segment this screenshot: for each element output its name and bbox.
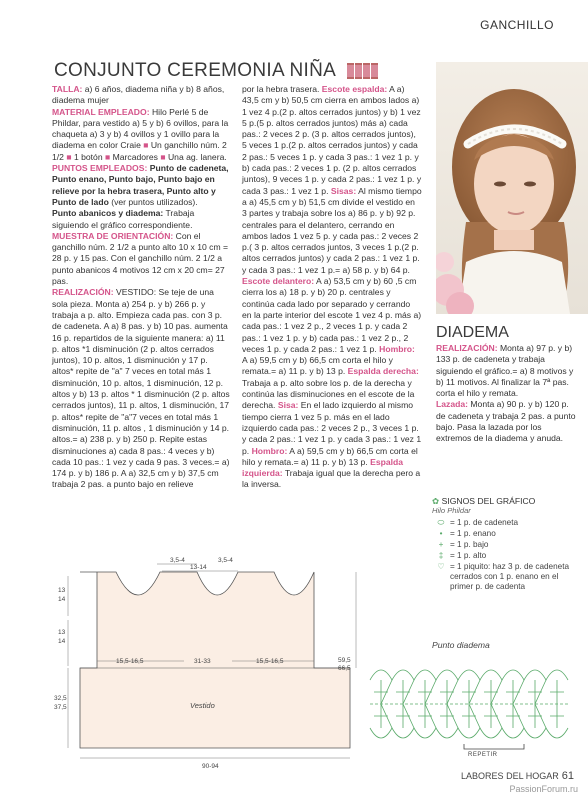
legend-title-text: SIGNOS DEL GRÁFICO [441,496,536,506]
text-p3: Trabaja a p. alto sobre los p. de la derecha y continúa las disminuciones en el escote de la derecha. [242,377,415,411]
measure-top-2: 13-14 [190,564,207,571]
legend-item-text: = 1 p. bajo [450,540,489,549]
legend-item [432,562,582,592]
bullet-icon: ■ [160,151,166,162]
watermark: PassionForum.ru [509,784,578,794]
diadema-text [436,343,576,445]
bullet-icon: ■ [143,140,149,151]
espalda-izquierda-heading: Espalda izquierda: [242,456,404,479]
diadema-lazada [436,399,576,444]
legend-title [432,496,582,506]
diadema-title: DIADEMA [436,324,509,341]
text-p1e: Al mismo tiempo a a) 45,5 cm y b) 51,5 cm divide el vestido en 3 partes y trabaja sobre los a) 86 p. y b) 92 p. centrales para el delantero, cerrando en ambos lados 1 vez 5 p. y cada pas.: 2 veces 2 p.( 3 p. altos cerrados juntos, 3 veces 1 p.(2 p. altos cerrados juntos) y cada 2 pas.: 1 vez 1 p. y cada 3 pas.: 1 vez 1 p.= a) 58 p. y b) 64 p. [242,185,422,275]
double-crochet-icon: ‡ [438,551,444,560]
lazada-heading: Lazada: [436,399,468,410]
puntos-bold: Punto de cadeneta, Punto enano, Punto bajo, Punto bajo en relieve por la hebra trasera, Punto alto y Punto de lado [52,163,229,207]
realizacion-paragraph [52,287,230,490]
diadema-realizacion [436,343,576,399]
repetir-label: REPETIR [468,752,498,758]
legend-item-text: = 1 p. enano [450,529,496,538]
text-p4: Trabaja igual que la derecha pero a la inversa. [242,468,421,490]
dot-icon: • [439,529,443,538]
measure-mid-3: 15,5-16,5 [256,658,284,665]
measure-left-1b: 14 [58,596,66,603]
legend-item [432,540,582,550]
sisa-heading: Sisa: [277,400,299,411]
text-p3f: A a) 59,5 cm y b) 66,5 cm corta el hilo y remata.= a) 11 p. y b) 13 p. [242,445,418,467]
girl-headband-photo [436,62,588,314]
legend-item-text: = 1 p. alto [450,551,487,560]
material-heading: MATERIAL EMPLEADO: [52,106,150,117]
instructions-column-1 [52,84,230,491]
talla-heading: TALLA: [52,84,83,94]
puntos-heading: PUNTOS EMPLEADOS: [52,163,148,174]
page-footer [461,770,574,782]
legend-subtitle: Hilo Phildar [432,506,471,515]
material-text-2: Un ganchillo núm. 2 1/2 [52,140,227,162]
page-title [54,60,379,82]
abanicos-bold: Punto abanicos y diadema: [52,208,164,219]
text-p2d: A a) 59,5 cm y b) 66,5 cm corta el hilo y remata.= a) 11 p. y b) 13 p. [242,355,393,377]
instructions-column-2 [242,84,422,491]
measure-top-1: 3,5-4 [170,557,185,564]
abanicos-text: Trabaja siguiendo el gráfico correspondiente. [52,208,195,230]
talla-paragraph [52,84,230,107]
lazada-text: Monta a) 90 p. y b) 120 p. de cadeneta y trabaja 2 pas. a punto bajo. Pasa la lazada por los extremos de la diadema y anuda. [436,399,576,444]
text-p1: por la hebra trasera. [242,84,320,94]
page-number: 61 [561,770,574,782]
magazine-name: LABORES DEL HOGAR [461,771,559,781]
diadema-realizacion-text: Monta a) 97 p. y b) 133 p. de cadeneta y trabaja siguiendo el gráfico.= a) 8 motivos y b) 11 motivos. Al finalizar la 7ª pas. corta el hilo y remata. [436,343,574,399]
title-text: CONJUNTO CEREMONIA NIÑA [54,60,336,82]
legend-item-text: = 1 piquito: haz 3 p. de cadeneta cerrados con 1 p. enano en el primer p. de cadenta [450,562,570,591]
hombro-heading: Hombro: [379,343,415,354]
measure-right-2: 66,5 [338,665,351,672]
picot-icon: ♡ [437,562,445,571]
oval-icon: ⬭ [437,518,445,527]
measure-lower-2: 37,5 [54,704,67,711]
text-p1c: A a) 43,5 cm y b) 50,5 cm cierra en ambos lados a) 1 vez 4 p.(2 p. altos cerrados juntos) y b) 1 vez 5 p.(5 p. altos cerrados juntos) más a) cada pas.: 2 veces 2 p. (3 p. altos cerrados juntos), 5 veces 1 p.(2 p. altos cerrados juntos) y cada 2 pas.: 5 veces 1 p. y cada 3 pas.: 1 vez 1 p. y b) cada pas.: 2 veces 1 p. (2 p. altos cerrados juntos), 9 veces 1 p. y cada 2 pas.: 1 vez 1 p. y cada 3 pas.: 1 vez 1 p. [242,84,422,196]
sisas-heading: Sisas: [330,185,357,196]
measure-mid-1: 15,5-16,5 [116,658,144,665]
bullet-icon: ■ [105,151,111,162]
section-header: GANCHILLO [480,18,554,32]
espalda-derecha-heading: Espalda derecha: [347,366,419,377]
diadema-realizacion-heading: REALIZACIÓN: [436,343,498,353]
escote-espalda-paragraph [242,84,422,491]
punto-diadema-label: Punto diadema [432,640,490,650]
material-text-5: Una ag. lanera. [167,151,227,162]
talla-text: a) 6 años, diadema niña y b) 8 años, diadema mujer [52,84,225,106]
material-text-1: Hilo Perlé 5 de Phildar, para vestido a) 5 y b) 6 ovillos, para la chaqueta a) 3 y b) 4 ovillos y 1 ovillo para la diadema en color Craie [52,106,229,151]
hombro-heading-2: Hombro: [251,445,288,456]
measure-left-2b: 14 [58,638,66,645]
legend-item [432,518,582,528]
vestido-label: Vestido [190,701,215,710]
abanicos-paragraph [52,208,230,231]
muestra-text: Con el ganchillo núm. 2 1/2 a punto alto 10 x 10 cm = 28 p. y 15 pas. Con el ganchillo núm. 2 1/2 a punto abanicos 4 motivos 12 cm x 20 cm= 27 pas. [52,230,229,287]
legend-item [432,551,582,561]
vestido-schematic [52,556,372,783]
measure-lower-1: 32,5 [54,695,67,702]
measure-left-2a: 13 [58,629,66,636]
flower-icon: ✿ [432,496,440,506]
material-text-4: Marcadores [112,151,158,162]
text-p3d: En el lado izquierdo al mismo tiempo cierra 1 vez 5 p. más en el lado izquierdo cada pas.: 2 veces 2 p., 3 veces 1 p. y cada 2 pas.: 1 vez 1 p. y cada 3 pas.: 1 vez 1 p. [242,400,422,456]
escote-espalda-heading: Escote espalda: [321,84,388,94]
chart-legend [432,496,582,593]
realizacion-heading: REALIZACIÓN: [52,287,114,298]
measure-bottom: 90-94 [202,763,219,770]
muestra-heading: MUESTRA DE ORIENTACIÓN: [52,230,174,241]
puntos-text: (ver puntos utilizados). [111,196,198,207]
legend-item-text: = 1 p. de cadeneta [450,518,519,527]
escote-delantero-heading: Escote delantero: [242,276,315,287]
text-p2: A a) 53,5 cm y b) 60 ,5 cm cierra los a) 18 p. y b) 20 p. centrales y continúa cada lado por separado y cerrando en la parte interior del escote 1 vez 4 p. más a) cada pas.: 1 vez 2 p., 2 veces 1 p. y cada 2 pas.: 1 vez 1 p. y b) cada pas.: 1 vez 2 p., 2 veces 1 p. y cada 2 pas.: 1 vez 1 p. [242,276,422,354]
realizacion-text: VESTIDO: Se teje de una sola pieza. Monta a) 254 p. y b) 266 p. y trabaja a p. alto. Empieza cada pas. con 3 p. de cadeneta. A a) 8 pas. y b) 10 pas. aumenta 16 p. repartidos de la siguiente manera: a) 11 p. altos *1 disminución (2 p. altos cerrados juntos), 10 p. altos, 1 disminución y 17 p. altos* repite de "a" 7 veces en total más 1 disminución, 10 p. altos, 1 disminución, 12 p. altos y b) 13 p. altos * 1 disminución (2 p. altos cerrados juntos), 11 p. altos, 1 disminución, 17 p. altos* repite de "a"7 veces en total más 1 disminución, 11 p. altos , 1 disminución y 14 p. altos.= a) 238 p. y b) 250 p. Repite estas disminuciones a) cada 8 pas.: 4 veces y b) cada 10 pas.: 1 vez y cada 9 pas. 3 veces.= a) 174 p. y b) 186 p. A a) 32,5 cm y b) 37,5 cm trabaja 2 pas. a punto bajo en relieve [52,287,230,490]
material-text-3: 1 botón [73,151,103,162]
material-paragraph [52,107,230,163]
bullet-icon: ■ [66,151,72,162]
plus-icon: + [438,540,444,549]
puntos-paragraph [52,163,230,208]
legend-item [432,529,582,539]
muestra-paragraph [52,231,230,287]
punto-diadema-chart [368,652,578,757]
spools-icon [347,60,379,82]
measure-right-1: 59,5 [338,657,351,664]
measure-left-1a: 13 [58,587,66,594]
measure-mid-2: 31-33 [194,658,211,665]
measure-top-3: 3,5-4 [218,557,233,564]
